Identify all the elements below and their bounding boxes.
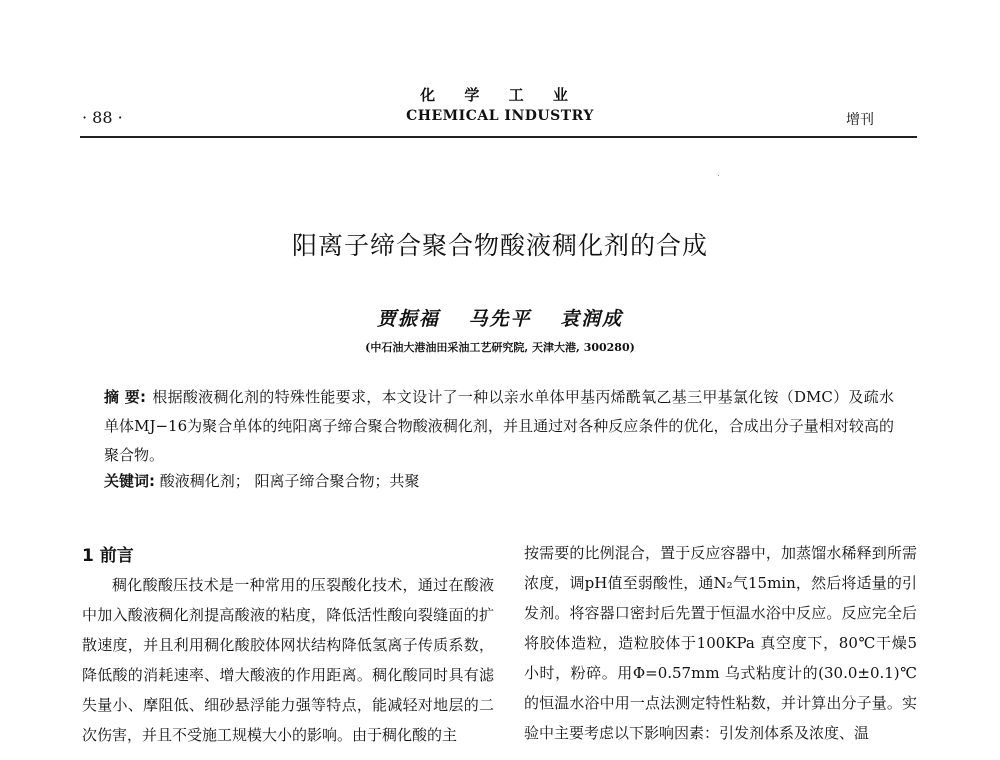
author-affiliation: (中石油大港油田采油工艺研究院, 天津大港, 300280) (365, 341, 635, 354)
abstract-label: 摘 要: (104, 388, 147, 406)
header-rule (80, 136, 917, 138)
section-heading: 1 前言 (82, 546, 134, 566)
abstract-block (104, 383, 894, 470)
issue-label: 增刊 (846, 112, 874, 128)
left-column-paragraph: 稠化酸酸压技术是一种常用的压裂酸化技术，通过在酸液中加入酸液稠化剂提高酸液的粘度，降低活性酸向裂缝面的扩散速度，并且利用稠化酸胶体网状结构降低氢离子传质系数，降低酸的消耗速率、增大酸液的作用距离。稠化酸同时具有滤失量小、摩阻低、细砂悬浮能力强等特点，能减轻对地层的二次伤害，并且不受施工规模大小的影响。由于稠化酸的主 (82, 576, 494, 744)
keywords-block (104, 470, 894, 491)
page-number: · 88 · (82, 108, 123, 127)
keywords-text: 酸液稠化剂； 阳离子缔合聚合物；共聚 (159, 472, 420, 490)
keywords-label: 关键词: (104, 472, 155, 490)
article-title: 阳离子缔合聚合物酸液稠化剂的合成 (291, 231, 708, 260)
abstract-text: 根据酸液稠化剂的特殊性能要求，本文设计了一种以亲水单体甲基丙烯酰氧乙基三甲基氯化铵（DMC）及疏水单体MJ−16为聚合单体的纯阳离子缔合聚合物酸液稠化剂，并且通过对各种反应条件的优化，合成出分子量相对较高的聚合物。 (104, 388, 894, 464)
journal-title-en: CHEMICAL INDUSTRY (406, 108, 594, 124)
author-list: 贾振福 马先平 袁润成 (376, 308, 624, 330)
right-column (524, 538, 917, 748)
scan-speck (718, 175, 719, 176)
journal-title-cn: 化 学 工 业 (420, 86, 580, 104)
right-column-paragraph: 按需要的比例混合，置于反应容器中，加蒸馏水稀释到所需浓度，调pH值至弱酸性，通N₂气15min，然后将适量的引发剂。将容器口密封后先置于恒温水浴中反应。反应完全后将胶体造粒，造粒胶体于100KPa 真空度下，80℃干燥5小时，粉碎。用Φ=0.57mm 乌式粘度计的(30.0±0.1)℃的恒温水浴中用一点法测定特性粘数，并计算出分子量。实验中主要考虑以下影响因素：引发剂体系及浓度、温 (524, 544, 917, 742)
left-column (82, 570, 494, 750)
